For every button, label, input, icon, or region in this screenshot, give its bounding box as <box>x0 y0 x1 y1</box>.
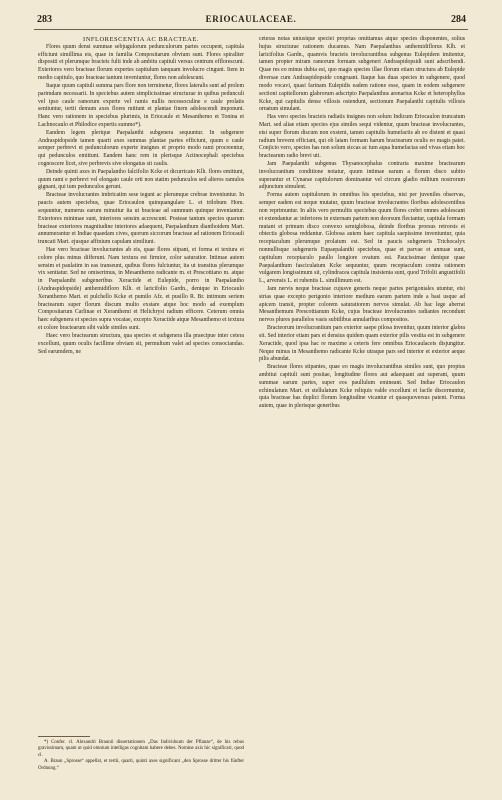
left-paragraph: Flores quum densi summae sebjugulorum pedunculorum partes occupent, capitula efficiunt simillima eis, quae in familia Compositarum obvium sunt. Flores spiraliter dispositi et plerumque bracteis fulti inde ab ambitu capituli versus centrum efflorescunt. Exteriores vero bracteae florum expertes capitulum tanquam involucro cingunt. Item in medio capitulo, quo bracteae tantum inveniuntur, flores non adolescunt. <box>38 43 244 82</box>
right-column <box>259 36 465 411</box>
left-paragraph: Deinde quinti axes in Paepalantho falcifolio Kcke et dicurricato Klh. flores emittunt, quum rami e perbrevi vel elongato caule orti non statim pedunculos sed alteros ramulos gignant, qui tum pedunculos gerunt. <box>38 168 244 191</box>
right-paragraph: Bracteae flores stipantes, quae eo magis involucrantibus similes sunt, quo propius ambitui capituli sunt positae, longitudine flores aut adaequant aut superant, quum summae earum partes, super eos paullulum emineant. Sed Indiae Eriocaulon echinulatum Mart. et stellulatum Kcke reliquis valde excellunt et facile discernuntur, quia bracteae has duplici florum longitudine vicantur et quasquoversus patent. Forma autem, quae in plerisque generibus <box>259 364 465 410</box>
right-paragraph: Jam Paepalanthi subgenus Thysanocephalus contraria maxime bractearum involucrantium conditione notatur, quum intimae earum a florum disco subito superantur et Cynarae capitulorum dominantur vel circum gladio militum nostrorum adjunctum simulent. <box>259 161 465 191</box>
footnote-line: A. Braun „Sprosse“ appellat, et tertii, quarti, quinti axes significant „den Sprosse dritter bis fünfter Ordnung.“ <box>38 759 244 771</box>
section-title: INFLORESCENTIA AC BRACTEAE. <box>83 36 199 43</box>
left-column <box>38 36 244 356</box>
footnote-rule <box>38 736 90 737</box>
left-paragraph: Hae vero bracteae involucrantes ab eis, quae flores stipant, et forma et textura et colore plus minus differunt. Nam textura est firmior, color saturatior. Intimae autem sensim et paulatim in eas transeunt, quibus flores fulciuntur, ita ut transitus plerumque vix sentiatur. Sed ne omiserimus, in Mesanthemo radicante m. et Prescottiano m. atque in Paepalanthi subgeneribus Xeractide et Eulepide, porro in Paepalantho (Andraspidopside) anthemidiflorо Klh. et laricifolio Gardn., denique in Eriocaulo Xeranthemo Mart. et pulchello Kcke et pumilo Afz. et pusillo R. Br. intimum seriem bractearum super florum discum multo exstare atque hoc modo ad exemplum Compositarum Carlinae et Xeranthemi et Helichrysi radium efficere. Ceterum omnia haec subgenera et species supra vocatae, excepto Xeractide atque Mesanthemo et textura et colore bractearum sibi valde similes sunt. <box>38 246 245 332</box>
right-paragraph: Bracteorum involucrantium pars exterior saepe pilosa invenitur, quum interior glabra sit. Sed interior etiam pars et densius quidem quam exterior pilis vestita est in subgenere Xeractide, quod ipsa hac re maxime a ceteris fere omnibus Eriocaulaceis disjungitur. Neque minus in Mesanthemo radicante Kcke utraque pars sed interior et exterior aeque pilis abundat. <box>259 325 465 363</box>
left-paragraph: Haec vero bractearum structura, qua species et subgenera illa praecipue inter cetera excellunt, quum oculis facillime obviam sit, permultum valet ad species consociandas. Sed earumdem, ne <box>38 332 244 355</box>
page-number-left: 283 <box>37 14 52 25</box>
left-paragraph: Eandem legem plerique Paepalanthi subgenera sequuntur. In subgenere Andraspidopside tamen quarti axes summas plantae partes efficiunt, quum e caule semper perbrevi et pedunculorum experte insignes et proprio modo rami procreentur, qui pedunculos emittunt. Eandem hanc rem in plerisque Actinocephali speciebus cognoscere licet, sive perbrevis sive elongatus sit caulis. <box>38 129 244 167</box>
right-paragraph: Has vero species bracteis radiatis insignes non solum Indicum Eriocaulon truncatum Mart. sed aliae etiam species ejus similes sequi videntur, quum bracteae involucrantes, etsi super florum discum non exstent, tamen capitulis humefactis ab eo distent et quasi radium brevem efficiant, qui ob latam formam harum bractearum oculis eo magis patet. Conjicio vero, species has non solum siccas ac tum aqua humefactas sed vivas etiam hoc bractearum radio brevi uti. <box>259 114 465 160</box>
right-paragraph: Jam nervis neque bracteae cujusve generis neque partes perigoniales utuntur, etsi strias quae excepto perigonio interiore medium earum partem inde a basi usque ad apicem transit, propter colorem saturatiorem nervos simulat. Ab hac lege aberrat Mesanthemum Prescottianum Kcke, cujus bracteae involucrantes radiantes recondunt nervos plures parallelos vasis subtilibus annularibus compositos. <box>259 286 465 324</box>
header-rule <box>34 29 468 30</box>
right-paragraph: Forma autem capitulorum in omnibus his speciebus, nisi per juveniles observas, semper eadem est neque mutatur, quum bracteae involucrantes floribus adolescentibus non reprimuntur. In aliis vero permultis speciebus quum flores crebri omnes adolescant et extendantur ac inferiores in externam partem non deorsum flectantur, capitula formam mutant et primum disco convexo semiglobosa, deinde floribus prorsus retrorsis et obtectis globosa reddantur. Globosa autem haec capitula saepissime inveniuntur, quia receptaculum plerumque prolatum est. Sed in paucis subgeneris Trichocalyx nonnullisque subgeneris Eupaepalanthi speciebus, quae et parvae et annuae sunt, capitulum receptaculo paullo longiore ovatum est. Paucissimae denique quae Paepalanthum fasciculatum Kcke sequuntur, quum receptaculum contra rationem vulgarem longissimum sit, cylindracea capitula insistenta sunt, quod Trifolii angustifolii L., arvensis L. et rubentis L. simillimum est. <box>259 192 465 285</box>
running-title: ERIOCAULACEAE. <box>205 14 297 24</box>
right-paragraph: ceteras notas uniusique speciei proprias omittamus atque species disponentes, solius hujus structurae rationem ducamus. Nam Paepalanthus anthemidiflorus Klh. et laricifolius Gardn., quamvis bracteis involucrantibus subgenus Eulepidem imitentur, tamen propter miram ramorum formam subgeneri Andraspidopsidi sunt adscribendi. Quae res eo minus dubia est, quo magis species illae florum etiam structura ab Eulepide diversae cum Andraspidopside congruant. Itaque has duas species in subgenere, quod modo vocavi, quasi farinam Eulepidis eadem ratione esse, quam in eodem subgenere sectioni capitellorum glabrorum adscripto Paepalanthus arenarius Kcke et heterophyllus Kcke, qui capitulis dense villosis ostendunt, sectionum Paepalanthi capitulis villosis ornatum simulant. <box>259 36 465 113</box>
footnote-line: *) Confer. cl. Alexandri Braunii dissertationem „Das Individuum der Pflanze“, de his rebus gravissimam, quam ut quid omnium intelligas cognitam habere debes. Nomine axis hic significari, quod cl. <box>38 740 244 758</box>
page-header <box>0 14 502 28</box>
footnote <box>38 740 244 772</box>
left-paragraph: Itaque quum capituli summa pars flore non terminetur, flores lateralis sunt ad prolem parimdam necessarii. In speciebus autem simplicissimae structurae in quibus pedunculi vel ipso caule ramorum experte vel ramis nullis necessoculine e caule prolatis sentiuntur, tertii demum axes flores mittunt et plantae finem adolescendi imponunt. Hanc vero rationem in speciebus plurimis, in Eriocaule et Mesanthemo et Tonina et Lachnocaulo et Philodice expertis summo*). <box>38 82 244 128</box>
page-number-right: 284 <box>451 14 466 25</box>
left-paragraph: Bracteae involucrantes imbricatim sese tegunt ac plerumque crebrae inveniuntur. In paucis autem speciebus, quae Eriocaulon quinquangulare L. et trilobum Hom. sequuntur, numerus earum minuitur ita ut bracteae ad summum quinque inveniantur. Exteriores minimae sunt, interiores sensim accrescunt. Posteae tantum species quarum bracteae exteriores magnitudine interiores adaequent, Paepalanthum dianthoidem Mart. annumerantur et Indiae quaedam cives, quorum siccorum bracteae ad rationem Eriocauli truncati Mart. ejusque affinium capulam similiunt. <box>38 192 244 246</box>
